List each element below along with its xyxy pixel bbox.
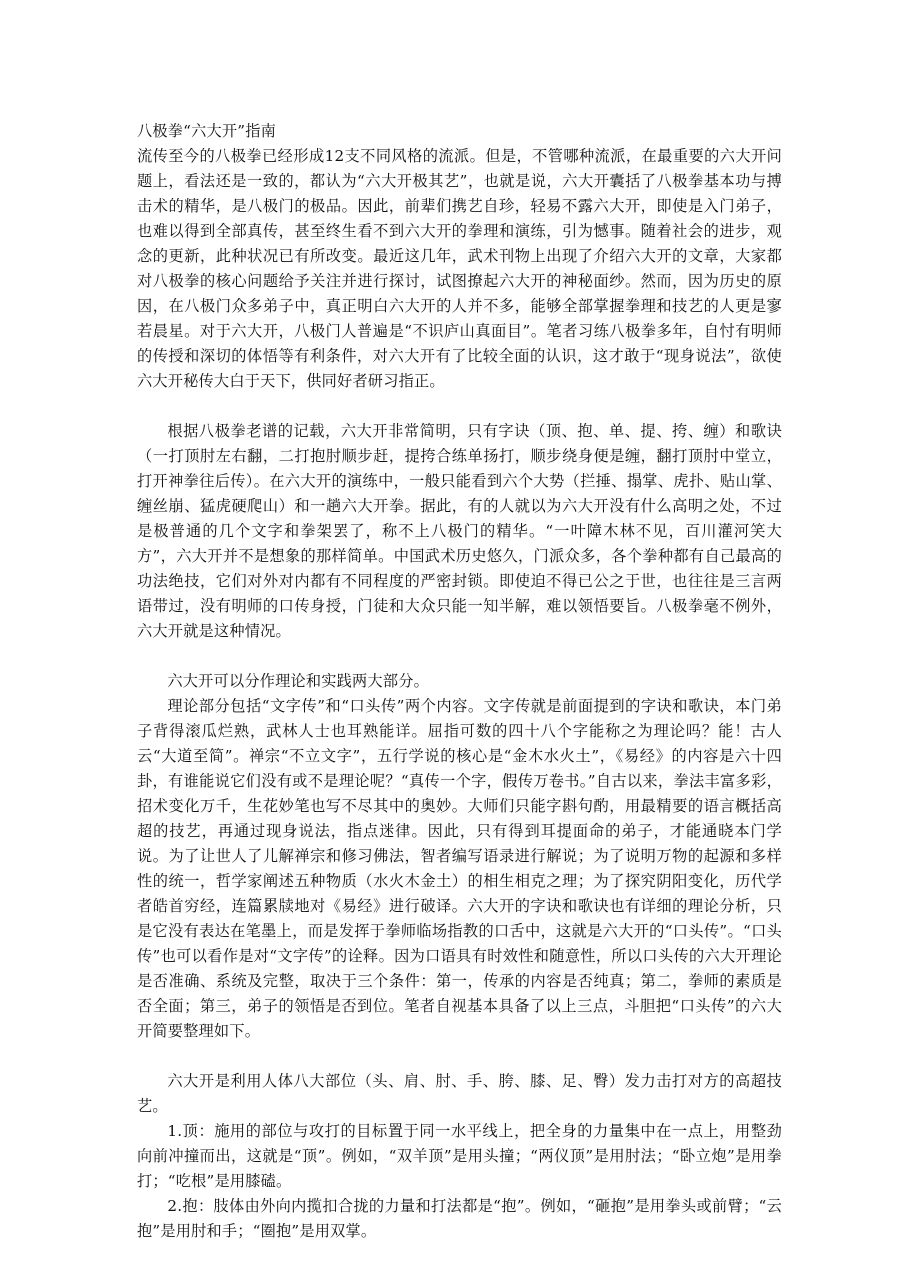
paragraph-ding: 1.顶：施用的部位与攻打的目标置于同一水平线上，把全身的力量集中在一点上，用整劲向前冲撞而出，这就是“顶”。例如，“双羊顶”是用头撞；“两仪顶”是用肘法；“卧立炮”是用拳打；“吃根”是用膝磕。: [137, 1122, 782, 1190]
paragraph-gap: [137, 1044, 782, 1069]
paragraph-intro: 流传至今的八极拳已经形成12支不同风格的流派。但是，不管哪种流派，在最重要的六大开问题上，看法还是一致的，都认为“六大开极其艺”，也就是说，六大开囊括了八极拳基本功与搏击术的精华，是八极门的极品。因此，前辈们携艺自珍，轻易不露六大开，即使是入门弟子，也难以得到全部真传，甚至终生看不到六大开的拳理和演练，引为憾事。随着社会的进步，观念的更新，此种状况已有所改变。最近这几年，武术刊物上出现了介绍六大开的文章，大家都对八极拳的核心问题给予关注并进行探讨，试图撩起六大开的神秘面纱。然而，因为历史的原因，在八极门众多弟子中，真正明白六大开的人并不多，能够全部掌握拳理和技艺的人更是寥若晨星。对于六大开，八极门人普遍是“不识庐山真面目”。笔者习练八极拳多年，自忖有明师的传授和深切的体悟等有利条件，对六大开有了比较全面的认识，这才敢于“现身说法”，欲使六大开秘传大白于天下，供同好者研习指正。: [137, 147, 782, 390]
paragraph-bao: 2.抱：肢体由外向内揽扣合拢的力量和打法都是“抱”。例如，“砸抱”是用拳头或前臂；“云抱”是用肘和手；“圈抱”是用双掌。: [137, 1197, 782, 1240]
paragraph-eight-parts: 六大开是利用人体八大部位（头、肩、肘、手、胯、膝、足、臀）发力击打对方的高超技艺。: [137, 1072, 782, 1115]
paragraph-gap: [137, 644, 782, 669]
paragraph-gap: [137, 394, 782, 419]
paragraph-old-manual: 根据八极拳老谱的记载，六大开非常简明，只有字诀（顶、抱、单、提、挎、缠）和歌诀（一打顶肘左右翻，二打抱肘顺步赶，提挎合练单扬打，顺步绕身便是缠，翻打顶肘中堂立，打开神拳往后传）。在六大开的演练中，一般只能看到六个大势（拦捶、搨掌、虎扑、贴山掌、缠丝崩、猛虎硬爬山）和一趟六大开拳。据此，有的人就以为六大开没有什么高明之处，不过是极普通的几个文字和拳架罢了，称不上八极门的精华。“一叶障木林不见，百川灌河笑大方”，六大开并不是想象的那样简单。中国武术历史悠久，门派众多，各个拳种都有自己最高的功法绝技，它们对外对内都有不同程度的严密封锁。即使迫不得已公之于世，也往往是三言两语带过，没有明师的口传身授，门徒和大众只能一知半解，难以领悟要旨。八极拳毫不例外，六大开就是这种情况。: [137, 422, 782, 640]
document-page: [137, 119, 782, 1244]
paragraph-two-parts: 六大开可以分作理论和实践两大部分。: [167, 672, 429, 690]
paragraph-theory: 理论部分包括“文字传”和“口头传”两个内容。文字传就是前面提到的字诀和歌诀，本门弟子背得滚瓜烂熟，武林人士也耳熟能详。屈指可数的四十八个字能称之为理论吗？能！古人云“大道至简”。禅宗“不立文字”，五行学说的核心是“金木水火土”，《易经》的内容是六十四卦，有谁能说它们没有或不是理论呢？“真传一个字，假传万卷书。”自古以来，拳法丰富多彩，招术变化万千，生花妙笔也写不尽其中的奥妙。大师们只能字斟句酌，用最精要的语言概括高超的技艺，再通过现身说法，指点迷律。因此，只有得到耳提面命的弟子，才能通晓本门学说。为了让世人了儿解禅宗和修习佛法，智者编写语录进行解说；为了说明万物的起源和多样性的统一，哲学家阐述五种物质（水火木金土）的相生相克之理；为了探究阴阳变化，历代学者皓首穷经，连篇累牍地对《易经》进行破译。六大开的字诀和歌诀也有详细的理论分析，只是它没有表达在笔墨上，而是发挥于拳师临场指教的口舌中，这就是六大开的“口头传”。“口头传”也可以看作是对“文字传”的诠释。因为口语具有时效性和随意性，所以口头传的六大开理论是否准确、系统及完整，取决于三个条件：第一，传承的内容是否纯真；第二，拳师的素质是否全面；第三，弟子的领悟是否到位。笔者自视基本具备了以上三点，斗胆把“口头传”的六大开简要整理如下。: [137, 697, 782, 1040]
document-title: 八极拳“六大开”指南: [137, 122, 277, 140]
